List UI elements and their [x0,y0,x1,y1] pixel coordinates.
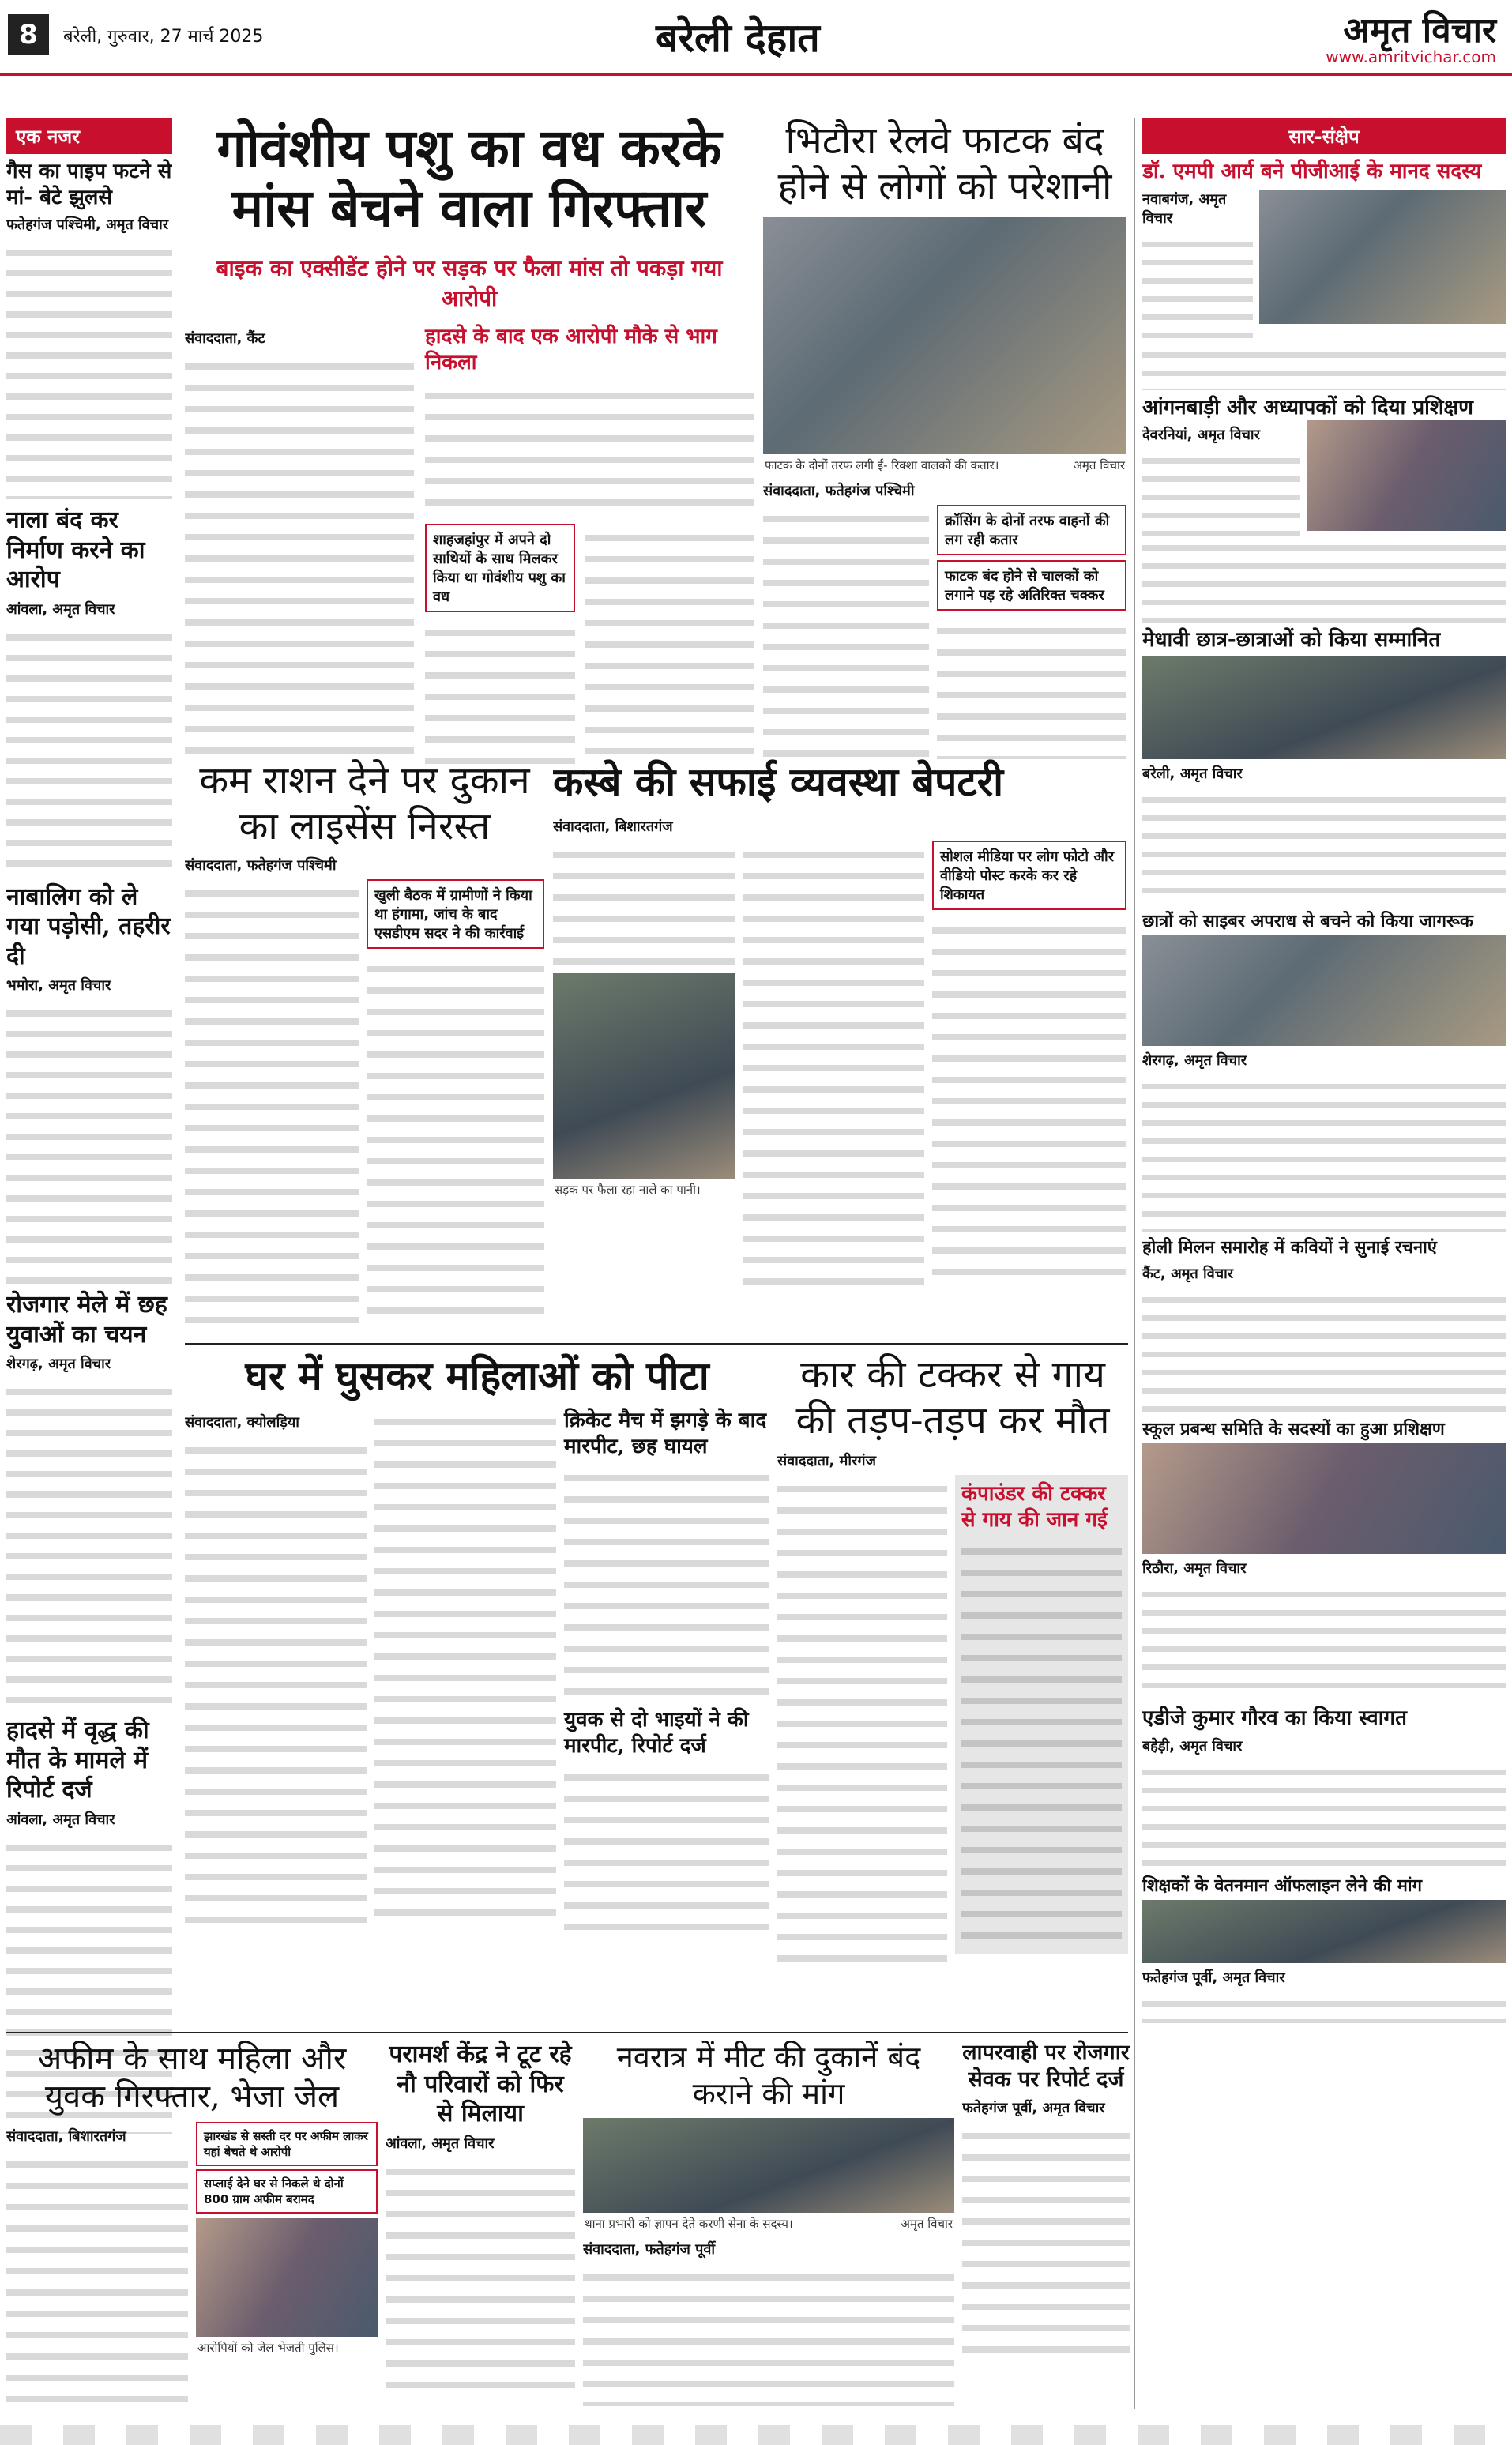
railway-bullet-1: क्रॉसिंग के दोनों तरफ वाहनों की लग रही कतार [937,505,1126,555]
right-story-2-headline: आंगनबाड़ी और अध्यापकों को दिया प्रशिक्षण [1142,395,1473,419]
lead-story [185,118,754,766]
right-story-4-dateline: शेरगढ़, अमृत विचार [1142,1052,1247,1069]
left-story-2-body [6,623,172,876]
rozgar-headline: लापरवाही पर रोजगार सेवक पर रिपोर्ट दर्ज [962,2041,1130,2092]
right-story-4-body [1142,1074,1506,1232]
rozgar-dateline: फतेहगंज पूर्वी, अमृत विचार [962,2099,1105,2116]
ration-headline: कम राशन देने पर दुकान का लाइसेंस निरस्त [199,758,530,848]
cleanliness-kicker: सोशल मीडिया पर लोग फोटो और वीडियो पोस्ट करके कर रहे शिकायत [932,841,1126,910]
website-url[interactable]: www.amritvichar.com [1326,47,1496,66]
right-story-7-headline: एडीजे कुमार गौरव का किया स्वागत [1142,1706,1407,1730]
railway-dateline: संवाददाता, फतेहगंज पश्चिमी [763,483,915,500]
railway-story [763,118,1126,774]
right-story-1-body-2 [1142,343,1506,390]
counsel-dateline: आंवला, अमृत विचार [386,2135,495,2152]
opium-story [6,2040,378,2419]
cleanliness-caption: सड़क पर फैला रहा नाले का पानी। [555,1183,701,1197]
left-story-1 [6,159,172,499]
navratra-story [583,2040,954,2419]
masthead [0,0,1512,76]
opium-caption: आरोपियों को जेल भेजती पुलिस। [197,2341,339,2355]
lead-side-kicker: शाहजहांपुर में अपने दो साथियों के साथ मिलकर किया था गोवंशीय पशु का वध [425,524,575,612]
navratra-headline: नवरात्र में मीट की दुकानें बंद कराने की मांग [616,2040,921,2111]
cow-body-1 [777,1475,947,1965]
right-story-8-headline: शिक्षकों के वेतनमान ऑफलाइन लेने की मांग [1142,1875,1422,1896]
right-story-3-body [1142,788,1506,906]
right-story-5-body [1142,1288,1506,1414]
left-story-1-dateline: फतेहगंज पश्चिमी, अमृत विचार [6,216,169,233]
cow-story [777,1352,1128,2024]
counsel-story [386,2040,575,2419]
cleanliness-photo [553,973,735,1179]
ration-body-2 [367,955,544,1318]
left-story-2-headline: नाला बंद कर निर्माण करने का आरोप [6,506,145,593]
left-story-4 [6,1290,172,1710]
lead-body-4 [585,524,754,766]
right-story-2-body [1142,449,1300,536]
railway-body-2 [937,617,1126,759]
railway-photo [763,217,1126,454]
left-story-4-dateline: शेरगढ़, अमृत विचार [6,1356,111,1372]
railway-bullet-2: फाटक बंद होने से चालकों को लगाने पड़ रहे अतिरिक्त चक्कर [937,560,1126,611]
railway-photo-credit: अमृत विचार [1073,458,1125,473]
right-column [1142,118,1506,2421]
right-category-bar: सार-संक्षेप [1142,118,1506,154]
left-story-1-headline: गैस का पाइप फटने से मां- बेटे झुलसे [6,160,172,209]
ration-body-1 [185,879,359,1335]
registration-strip [0,2425,1512,2445]
right-story-7-dateline: बहेड़ी, अमृत विचार [1142,1737,1243,1755]
lead-body-3 [425,619,575,766]
ration-kicker: खुली बैठक में ग्रामीणों ने किया था हंगामा, जांच के बाद एसडीएम सदर ने की कार्रवाई [367,879,544,949]
opium-photo [196,2218,378,2337]
right-story-1-headline: डॉ. एमपी आर्य बने पीजीआई के मानद सदस्य [1142,160,1482,183]
railway-headline: भिटौरा रेलवे फाटक बंद होने से लोगों को परेशानी [777,118,1112,209]
right-story-5-headline: होली मिलन समारोह में कवियों ने सुनाई रचनाएं [1142,1237,1437,1258]
cleanliness-dateline: संवाददाता, बिशारतगंज [553,818,673,835]
left-story-3 [6,882,172,1285]
cow-dateline: संवाददाता, मीरगंज [777,1453,876,1470]
navratra-body [583,2263,954,2406]
opium-bullet-1: झारखंड से सस्ती दर पर अफीम लाकर यहां बेचते थे आरोपी [196,2122,378,2166]
navratra-photo-credit: अमृत विचार [901,2217,953,2232]
rozgar-body [962,2122,1130,2359]
left-story-2-dateline: आंवला, अमृत विचार [6,600,115,618]
section-title: बरेली देहात [656,14,820,61]
women-body-2 [374,1408,556,1921]
navratra-photo [583,2118,954,2213]
right-story-8-photo [1142,1900,1506,1963]
left-story-1-body [6,239,172,499]
women-body-3 [564,1464,769,1701]
issue-date: बरेली, गुरुवार, 27 मार्च 2025 [63,27,264,47]
cow-box-headline: कंपाउंडर की टक्कर से गाय की जान गई [961,1482,1108,1532]
cleanliness-story [553,758,1126,1335]
right-story-7-body [1142,1760,1506,1871]
right-story-3-headline: मेधावी छात्र-छात्राओं को किया सम्मानित [1142,628,1441,652]
left-story-4-body [6,1378,172,1710]
women-body-1 [185,1436,367,1926]
lead-body-2 [425,382,754,516]
right-story-3 [1142,627,1506,906]
right-story-4 [1142,911,1506,1233]
right-story-3-photo [1142,656,1506,759]
women-body-4 [564,1763,769,1937]
counsel-body [386,2157,575,2394]
right-story-6-headline: स्कूल प्रबन्ध समिति के सदस्यों का हुआ प्रशिक्षण [1142,1418,1445,1439]
lead-headline: गोवंशीय पशु का वध करके मांस बेचने वाला गिरफ्तार [216,118,722,239]
left-story-3-headline: नाबालिग को ले गया पड़ोसी, तहरीर दी [6,882,171,970]
railway-caption: फाटक के दोनों तरफ लगी ई- रिक्शा वालकों की कतार। [765,458,999,473]
navratra-dateline: संवाददाता, फतेहगंज पूर्वी [583,2241,715,2259]
women-side-head-2: युवक से दो भाइयों ने की मारपीट, रिपोर्ट दर्ज [564,1708,749,1758]
right-story-2 [1142,395,1506,623]
women-dateline: संवाददाता, क्योलड़िया [185,1414,299,1431]
right-story-7 [1142,1706,1506,1871]
right-story-8-body [1142,1992,1506,2023]
right-story-5 [1142,1237,1506,1414]
right-story-8-dateline: फतेहगंज पूर्वी, अमृत विचार [1142,1969,1285,1986]
column-rule-right [1134,118,1135,2409]
left-story-5-headline: हादसे में वृद्ध की मौत के मामले में रिपोर्ट दर्ज [6,1717,149,1804]
cleanliness-body-2 [743,841,924,1299]
right-story-2-dateline: देवरनियां, अमृत विचार [1142,427,1260,443]
opium-headline: अफीम के साथ महिला और युवक गिरफ्तार, भेजा जेल [37,2041,347,2115]
cow-headline: कार की टक्कर से गाय की तड़प-तड़प कर मौत [795,1352,1110,1443]
right-story-8 [1142,1875,1506,2024]
ration-story [185,758,544,1335]
opium-body-1 [6,2150,188,2411]
section-rule-2 [6,2032,1128,2033]
cow-box-body [961,1537,1122,1948]
lead-subheadline: बाइक का एक्सीडेंट होने पर सड़क पर फैला मांस तो पकड़ा गया आरोपी [216,255,723,311]
rozgar-story [962,2040,1130,2419]
right-story-1 [1142,159,1506,390]
page-number: 8 [8,14,49,55]
right-story-4-photo [1142,935,1506,1046]
lead-kicker: हादसे के बाद एक आरोपी मौके से भाग निकला [425,325,717,374]
left-category-bar: एक नजर [6,118,172,154]
left-story-3-dateline: भमोरा, अमृत विचार [6,977,111,994]
right-story-1-photo [1259,190,1506,324]
right-story-3-dateline: बरेली, अमृत विचार [1142,765,1243,782]
women-headline: घर में घुसकर महिलाओं को पीटा [245,1352,709,1399]
opium-dateline: संवाददाता, बिशारतगंज [6,2128,126,2145]
cleanliness-headline: कस्बे की सफाई व्यवस्था बेपटरी [553,758,1004,805]
counsel-headline: परामर्श केंद्र ने टूट रहे नौ परिवारों को फिर से मिलाया [389,2041,572,2127]
newspaper-logo: अमृत विचार [1343,10,1496,51]
railway-body-1 [763,505,929,758]
lead-body-1 [185,352,414,766]
right-story-1-body [1142,232,1253,343]
right-story-5-dateline: कैंट, अमृत विचार [1142,1265,1234,1282]
right-story-6-photo [1142,1443,1506,1554]
right-story-6-dateline: रिठौरा, अमृत विचार [1142,1560,1247,1577]
right-story-2-photo [1307,420,1506,531]
right-story-6-body [1142,1582,1506,1701]
right-story-6 [1142,1419,1506,1702]
women-side-head: क्रिकेट मैच में झगड़े के बाद मारपीट, छह घायल [564,1409,767,1458]
cleanliness-body-3 [932,916,1126,1280]
left-story-2 [6,506,172,876]
cow-box [955,1475,1128,1954]
section-rule-1 [185,1343,1128,1345]
left-story-4-headline: रोजगार मेले में छह युवाओं का चयन [6,1291,167,1349]
right-story-2-body-2 [1142,536,1506,623]
cleanliness-body-1 [553,841,735,967]
ration-dateline: संवाददाता, फतेहगंज पश्चिमी [185,857,337,875]
opium-bullet-2: सप्लाई देने घर से निकले थे दोनों 800 ग्राम अफीम बरामद [196,2169,378,2214]
left-story-3-body [6,999,172,1284]
right-story-1-dateline: नवाबगंज, अमृत विचार [1142,190,1227,227]
navratra-caption: थाना प्रभारी को ज्ञापन देते करणी सेना के सदस्य। [585,2217,793,2232]
lead-dateline: संवाददाता, कैंट [185,330,265,347]
women-story [185,1352,769,2024]
right-story-4-headline: छात्रों को साइबर अपराध से बचने को किया जागरूक [1142,910,1473,931]
left-story-5-dateline: आंवला, अमृत विचार [6,1811,115,1828]
